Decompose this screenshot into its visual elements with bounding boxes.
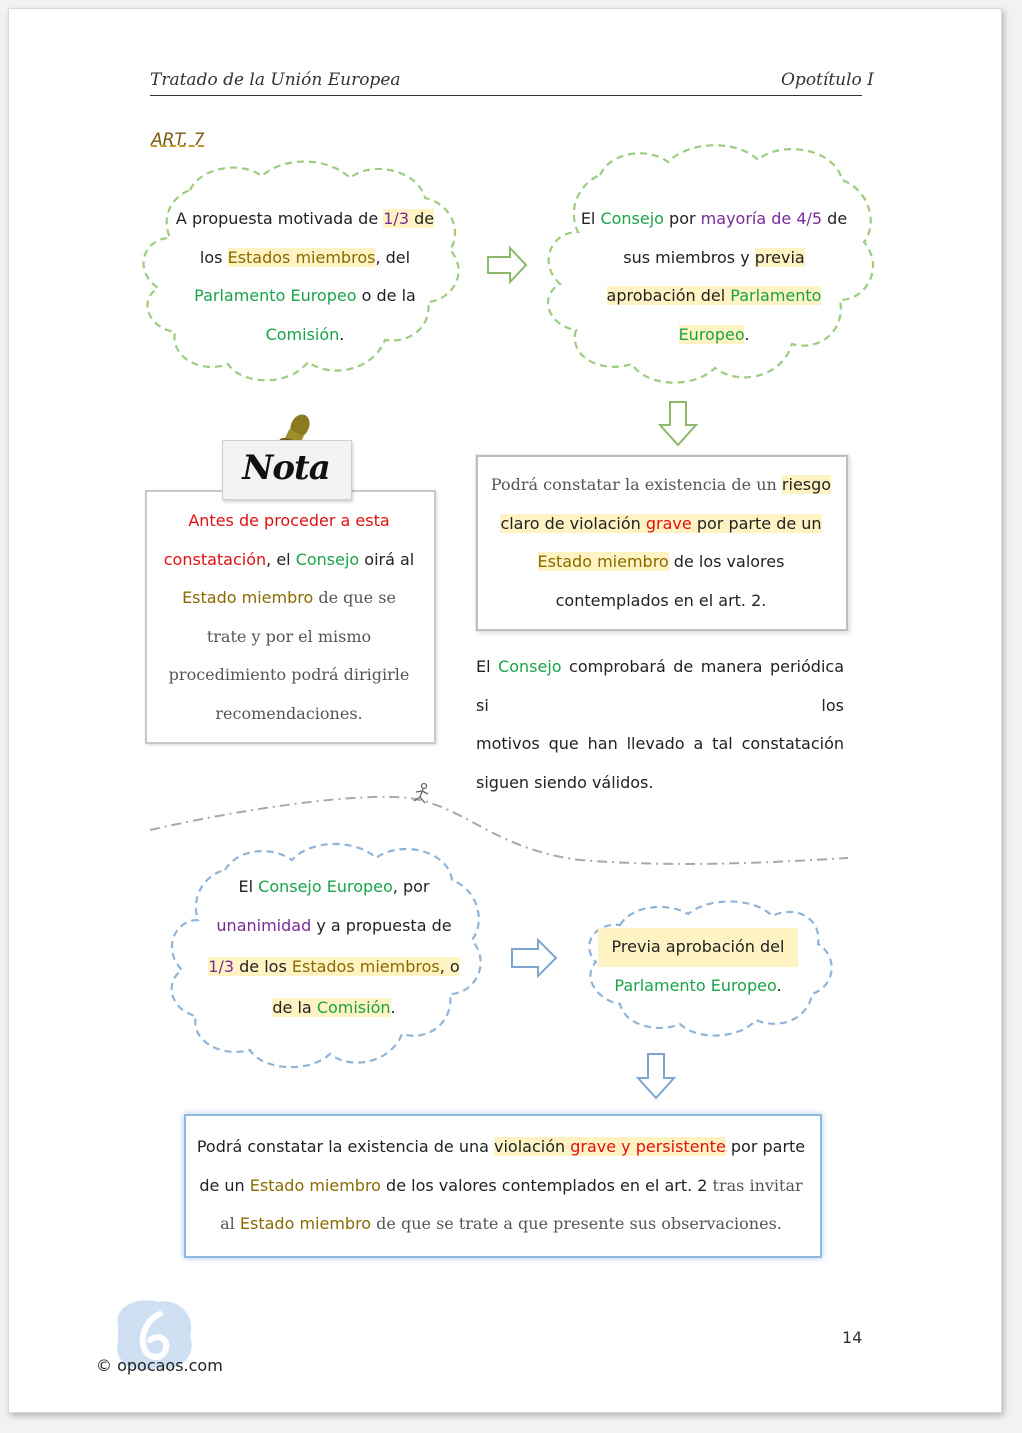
nota-text: Antes de proceder a esta constatación, el Consejo oirá al Estado miembro de que se trate y por el mismo procedimiento podrá dirigirle recomendaciones. bbox=[163, 511, 415, 723]
winding-path bbox=[150, 797, 848, 864]
arrow-right-icon bbox=[512, 940, 556, 976]
risk-text: Podrá constatar la existencia de un riesgo claro de violación grave por parte de un Estado miembro de los valores contemplados en el art. 2. bbox=[490, 475, 832, 610]
cloud-4-text: Previa aprobación del Parlamento Europeo. bbox=[598, 928, 798, 1005]
nota-title: Nota bbox=[242, 448, 330, 488]
article-label: ART. 7 bbox=[151, 130, 205, 150]
arrow-right-icon bbox=[488, 248, 526, 282]
header-title: Tratado de la Unión Europea bbox=[150, 70, 401, 90]
cloud-3-text: El Consejo Europeo, por unanimidad y a propuesta de 1/3 de los Estados miembros, o de la Comisión. bbox=[208, 877, 460, 1017]
arrow-down-icon bbox=[638, 1054, 674, 1098]
header-chapter: Opotítulo I bbox=[781, 70, 874, 90]
cloud-1-text: A propuesta motivada de 1/3 de los Estados miembros, del Parlamento Europeo o de la Comisión. bbox=[175, 209, 435, 344]
violation-text: Podrá constatar la existencia de una violación grave y persistente por parte de un Estado miembro de los valores contemplados en el art. 2 tras invitar al Estado miembro de que se trate a que presente sus observaciones. bbox=[196, 1137, 806, 1233]
cloud-2-text: El Consejo por mayoría de 4/5 de sus miembros y previa aprobación del Parlamento Europeo. bbox=[580, 209, 848, 344]
arrow-down-icon bbox=[660, 402, 696, 445]
copyright: © opocaos.com bbox=[96, 1356, 223, 1375]
periodic-text: El Consejo comprobará de manera periódica si los motivos que han llevado a tal constatación siguen siendo válidos. bbox=[476, 657, 844, 792]
page-number: 14 bbox=[842, 1328, 863, 1347]
